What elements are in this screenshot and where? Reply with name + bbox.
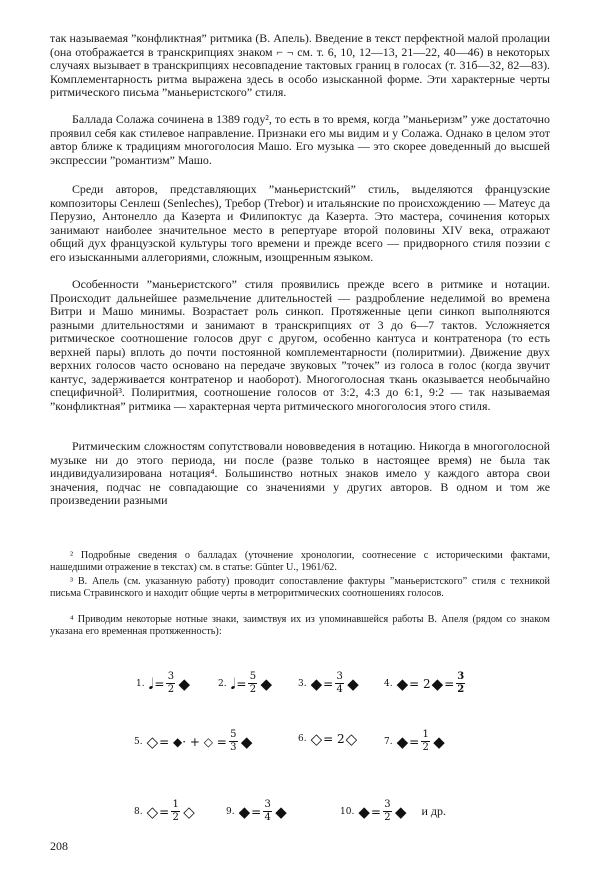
note-glyph-icon: ◆: [431, 674, 444, 693]
note-sign-7: 7. ◆ = $\frac{1}{2}$ ◆: [384, 729, 445, 753]
note-glyph-icon: ◆: [240, 732, 253, 751]
paragraph-4: Особенности ”маньеристского” стиля проявились прежде всего в ритмике и нотации. Происходит дальнейшее размельчение длительностей — раздробление неделимой во времена Витри и Машо минимы. Возрастает роль синкоп. Протяженные цепи синкоп выполняются разными длительностями и занимают в транскрипциях от 3 до 6—7 тактов. Усложняется ритмическое соотношение голосов друг с другом, особенно кантуса и контратенора (то есть верхней пары) вплоть до почти постоянной комплементарности (полиритмии). Движение двух верхних голосов часто основано на передаче звуковых ”точек” из голоса в голос (когда звучит кантус, задерживается контратенор и наоборот). Многоголосная ткань оказывается необычайно специфичной³. Полиритмия, соотношение голосов от 3:2, 4:3 до 6:1, 9:2 — так называемая ”конфликтная” ритмика — характерная черта ритмического многоголосия этого стиля.: [50, 277, 550, 413]
note-glyph-icon: 𝅘𝅥: [230, 674, 236, 693]
note-glyph-icon: ◆: [310, 674, 323, 693]
note-glyph-icon: ◇: [146, 732, 159, 751]
note-sign-6: 6. ◇ = 2 ◇: [298, 730, 358, 748]
footnote-2: ² Подробные сведения о балладах (уточнение хронологии, соотнесение с историческими фактами, нашедшими отражение в текстах) см. в статье: Günter U., 1961/62.: [50, 550, 550, 574]
paragraph-1: так называемая ”конфликтная” ритмика (В. Апель). Введение в текст перфектной малой пролации (она отображается в транскрипциях знаком ⌐ ¬ см. т. 6, 10, 12—13, 21—22, 40—46) в некоторых случаях вызывает в транскрипциях несовпадение тактовых границ в голосах (т. 31б—32, 82—83). Комплементарность ритма выражена здесь в особо изысканной форме. Эти характерные черты ритмического письма ”маньеристского” стиля.: [50, 31, 550, 99]
note-sign-5: 5. ◇ = ◆· + ◇ = $\frac{5}{3}$ ◆: [134, 729, 253, 753]
note-glyph-icon: ◆: [396, 674, 409, 693]
paragraph-3: Среди авторов, представляющих ”маньеристский” стиль, выделяются французские композиторы Сенлеш (Senleches), Требор (Trebor) и итальянские по происхождению — Матеус да Перузио, Антонелло да Казерта и Филипоктус да Казерта. Это мастера, сочинения которых занимают наиболее значительное место в репертуаре второй половины XIV века, отражают общий дух французской культуры того времени и прежде всего — придворного стиля поэзии с его изысканными аллегориями, сложным, изощренным языком.: [50, 182, 550, 264]
note-glyph-icon: ◇: [345, 730, 358, 748]
note-sign-1: 1. 𝅘𝅥 = $\frac{3}{2}$ ◆: [136, 671, 190, 695]
footnote-4: ⁴ Приводим некоторые нотные знаки, заимствуя их из упоминавшейся работы В. Апеля (рядом со знаком указана его временная протяженность):: [50, 614, 550, 638]
note-glyph-icon: ◇: [310, 730, 323, 748]
note-sign-4: 4. ◆ = 2 ◆ = $\frac{3}{2}$: [384, 671, 465, 695]
note-glyph-icon: ◆: [347, 674, 359, 693]
note-glyph-icon: 𝅘𝅥: [148, 674, 154, 693]
note-sign-2: 2. 𝅘𝅥 = $\frac{5}{2}$ ◆: [218, 671, 272, 695]
paragraph-5: Ритмическим сложностям сопутствовали нововведения в нотацию. Никогда в многоголосной музыке ни до этого периода, ни после (разве только в настоящее время) не была так индивидуализирована нотация⁴. Большинство нотных знаков имело у каждого автора свои значения, подчас не совпадающие со значениями у других авторов. В одном и том же произведении разными: [50, 439, 550, 507]
footnote-3: ³ В. Апель (см. указанную работу) проводит сопоставление фактуры ”маньеристского” стиля с техникой письма Стравинского и находит общие черты в метроритмических соотношениях голосов.: [50, 576, 550, 600]
note-glyph-icon: ◆: [433, 732, 445, 751]
note-glyph-icon: ◆: [260, 674, 272, 693]
note-glyph-icon: ◆: [275, 802, 287, 821]
note-glyph-icon: ◇: [183, 802, 195, 821]
note-sign-9: 9. ◆ = $\frac{3}{4}$ ◆: [226, 799, 287, 823]
note-glyph-icon: ◆: [178, 674, 190, 693]
page-number: 208: [50, 839, 68, 853]
note-sign-8: 8. ◇ = $\frac{1}{2}$ ◇: [134, 799, 195, 823]
note-glyph-icon: ◆: [396, 732, 409, 751]
note-glyph-icon: ◆: [394, 802, 407, 821]
paragraph-2: Баллада Солажа сочинена в 1389 году², то есть в то время, когда ”маньеризм” уже достаточно проявил себя как стилевое направление. Признаки его мы видим и у Солажа. Однако в целом этот автор ближе к традициям многоголосия Машо. Его музыка — это скорее доведенный до высшей экспрессии ”романтизм” Машо.: [50, 112, 550, 167]
note-sign-10: 10. ◆ = $\frac{3}{2}$ ◆ и др.: [340, 799, 447, 823]
note-glyph-icon: ◆: [358, 802, 370, 821]
note-glyph-icon: ◇: [146, 802, 159, 821]
note-glyph-icon: ◆: [238, 802, 251, 821]
note-sign-3: 3. ◆ = $\frac{3}{4}$ ◆: [298, 671, 359, 695]
